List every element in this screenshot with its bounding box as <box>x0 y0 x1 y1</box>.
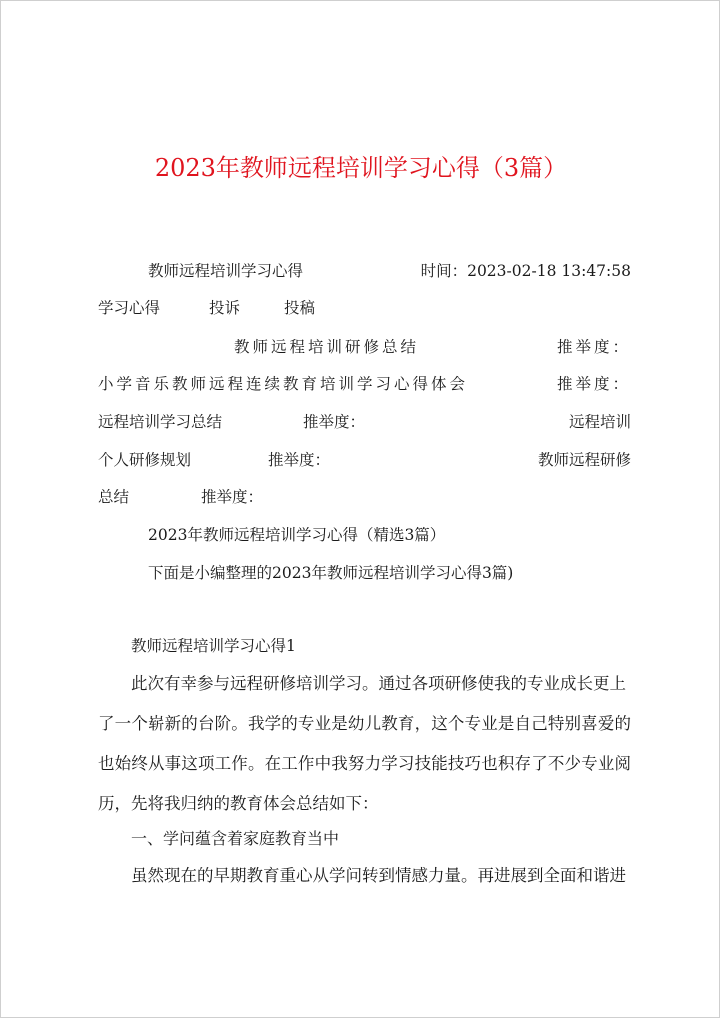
paragraph-text: 虽然现在的早期教育重心从学问转到情感力量。再进展到全面和谐进 <box>131 866 626 885</box>
paragraph-text: 此次有幸参与远程研修培训学习。通过各项研修使我的专业成长更上 <box>131 674 626 693</box>
related-line-3 <box>98 409 631 435</box>
intro-line-1 <box>98 522 631 548</box>
related-line-5 <box>98 484 631 510</box>
related-link-4-part-b[interactable]: 个人研修规划 <box>98 451 192 469</box>
recommend-label: 推举度： <box>201 488 264 506</box>
paragraph-line <box>98 671 631 697</box>
paragraph-line: 历，先将我归纳的教育体会总结如下： <box>98 794 379 813</box>
related-line-4 <box>98 447 631 473</box>
intro-text-2: 下面是小编整理的2023年教师远程培训学习心得3篇) <box>148 564 514 582</box>
related-line-1 <box>98 334 631 360</box>
related-line-2 <box>98 371 631 397</box>
nav-link-study[interactable]: 学习心得 <box>98 299 161 317</box>
recommend-label: 推举度： <box>556 375 631 393</box>
related-link-1[interactable]: 教师远程培训研修总结 <box>234 338 420 356</box>
subheading: 一、学问蕴含着家庭教育当中 <box>131 829 340 848</box>
meta-time: 时间：2023-02-18 13:47:58 <box>420 262 631 280</box>
paragraph-line: 也始终从事这项工作。在工作中我努力学习技能技巧也积存了不少专业阅 <box>98 754 631 773</box>
meta-category: 教师远程培训学习心得 <box>148 262 304 280</box>
related-link-5-part-b[interactable]: 总结 <box>98 488 130 506</box>
related-link-3[interactable]: 远程培训学习总结 <box>98 413 223 431</box>
meta-line <box>98 258 631 284</box>
recommend-label: 推举度： <box>303 413 366 431</box>
intro-text-1: 2023年教师远程培训学习心得（精选3篇） <box>148 526 446 544</box>
nav-line <box>98 295 631 321</box>
recommend-label: 推举度： <box>268 451 331 469</box>
paragraph-line <box>98 863 631 889</box>
related-link-5-part-a[interactable]: 教师远程研修 <box>537 451 631 469</box>
related-link-4-part-a[interactable]: 远程培训 <box>568 413 631 431</box>
nav-link-complaint[interactable]: 投诉 <box>209 299 241 317</box>
nav-link-submit[interactable]: 投稿 <box>284 299 316 317</box>
section-heading: 教师远程培训学习心得1 <box>131 637 296 655</box>
section-heading-line <box>98 633 631 659</box>
intro-line-2 <box>98 560 631 586</box>
paragraph-line: 了一个崭新的台阶。我学的专业是幼儿教育，这个专业是自己特别喜爱的 <box>98 714 631 733</box>
document-title: 2023年教师远程培训学习心得（3篇） <box>154 154 568 182</box>
related-link-2[interactable]: 小学音乐教师远程连续教育培训学习心得体会 <box>98 375 469 393</box>
subheading-line <box>98 826 631 852</box>
recommend-label: 推举度： <box>556 338 631 356</box>
